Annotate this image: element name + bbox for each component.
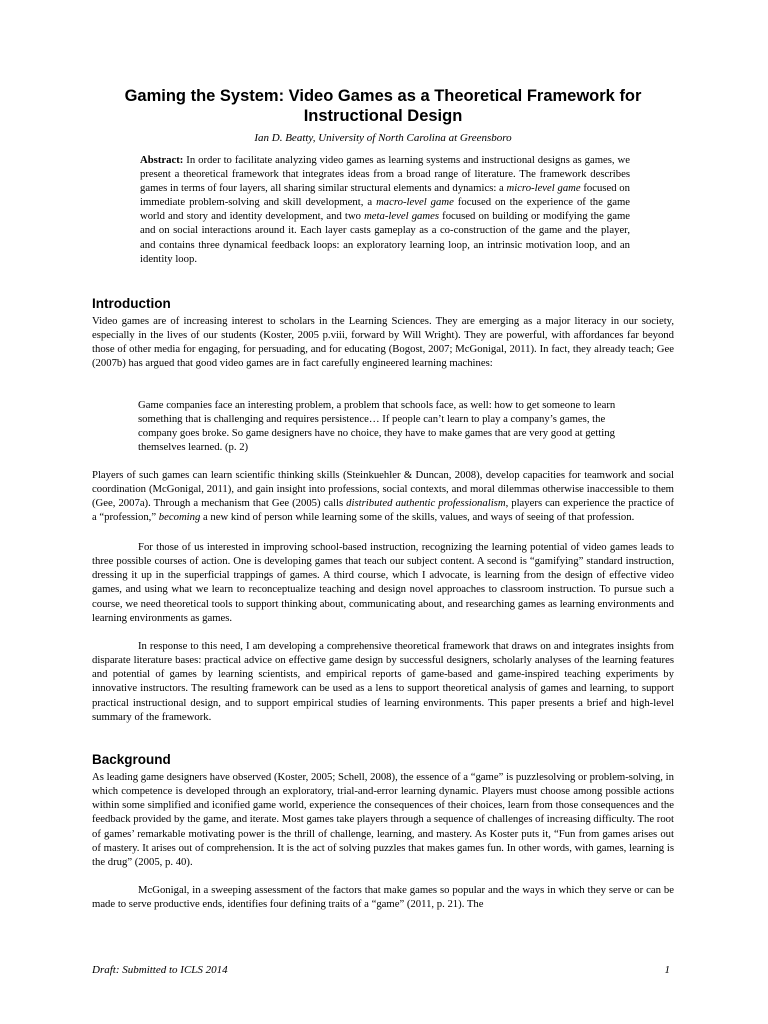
abstract-text: focused on building or modifying the game and on social interactions around it. Each layer casts gameplay as a co-construction of the game and the player, and contains three dynamical feedback loops: an exploratory learning loop, an intrinsic motivation loop, and an identity loop.: [140, 210, 630, 265]
abstract-label: Abstract:: [140, 154, 184, 166]
abstract-text: In order to facilitate analyzing video games as learning systems and instructional designs as games, we present a theoretical framework that integrates ideas from a broad range of literature. The framework describes games in terms of four layers, all sharing similar structural elements and dynamics: a: [140, 154, 630, 195]
body-paragraph: Video games are of increasing interest to scholars in the Learning Sciences. They are emerging as a major literacy in our society, especially in the lives of our students (Koster, 2005 p.viii, forward by Will Wright). They are powerful, with affordances far beyond those of other media for engaging, for persuading, and for educating (Bogost, 2007; McGonigal, 2011). In fact, they already teach; Gee (2007b) has argued that good video games are in fact carefully engineered learning machines:: [92, 315, 674, 370]
section-heading-introduction: Introduction: [92, 296, 171, 311]
author-affiliation: Ian D. Beatty, University of North Carolina at Greensboro: [254, 132, 512, 144]
abstract-emphasis: meta-level games: [364, 210, 440, 223]
paper-page: [92, 0, 674, 1024]
body-paragraph: For those of us interested in improving school-based instruction, recognizing the learning potential of video games leads to three possible courses of action. One is developing games that teach our subject content. A second is “gamifying” standard instruction, dressing it up in the superficial trappings of games. A third course, which I advocate, is learning from the design of effective video games, and using what we learn to reconceptualize teaching and design novel approaches to classroom instruction. To pursue such a course, we need theoretical tools to support thinking about, communicating about, and researching games as learning environments and learning environments as games.: [92, 541, 674, 624]
paper-title: Gaming the System: Video Games as a Theoretical Framework for Instructional Design: [124, 87, 642, 125]
page-number: 1: [664, 964, 670, 976]
body-paragraph: McGonigal, in a sweeping assessment of the factors that make games so popular and the ways in which they serve or can be made to serve productive ends, identifies four defining traits of a “game” (2011, p. 21). The: [92, 884, 674, 911]
paragraph-emphasis: becoming: [158, 511, 201, 524]
body-paragraph: [92, 468, 674, 525]
paragraph-emphasis: distributed authentic professionalism: [346, 497, 506, 510]
body-paragraph: In response to this need, I am developing a comprehensive theoretical framework that draws on and integrates insights from disparate literature bases: practical advice on effective game design by successful designers, scholarly analyses of the learning features and potential of games by learning scientists, and empirical reports of game-based and game-inspired teaching experiments by innovative instructors. The resulting framework can be used as a lens to support theoretical analysis of games and learning, to support practical instructional design, and to support empirical studies of learning environments. This paper presents a brief and high-level summary of the framework.: [92, 640, 674, 723]
block-quote: Game companies face an interesting problem, a problem that schools face, as well: how to get someone to learn something that is challenging and requires persistence… If people can’t learn to play a company’s games, the company goes broke. So game designers have no choice, they have to make games that are very good at getting themselves learned. (p. 2): [138, 399, 616, 454]
paragraph-text: a new kind of person while learning some of the skills, values, and ways of seeing of that profession.: [200, 511, 635, 524]
abstract-emphasis: macro-level game: [376, 196, 454, 209]
abstract-text: focused on the experience of the game world and story and identity development, and two: [140, 196, 630, 223]
abstract-emphasis: micro-level game: [506, 182, 581, 195]
paragraph-text: Players of such games can learn scientific thinking skills (Steinkuehler & Duncan, 2008), develop capacities for teamwork and social coordination (McGonigal, 2011), and gain insight into professions, social contexts, and moral dilemmas otherwise inaccessible to them (Gee, 2007a). Through a mechanism that Gee (2005) calls: [92, 469, 674, 510]
abstract: [140, 153, 630, 266]
footer-draft-note: Draft: Submitted to ICLS 2014: [92, 964, 228, 976]
abstract-text: focused on immediate problem-solving and skill development, a: [140, 182, 630, 209]
body-paragraph: As leading game designers have observed (Koster, 2005; Schell, 2008), the essence of a “game” is puzzlesolving or problem-solving, in which competence is developed through an exploratory, trial-and-error learning dynamic. Players must choose among possible actions within some simplified and iconified game world, experience the consequences of their choices, learn from those consequences and the feedback provided by the game, and iterate. Most games take players through a sequence of challenges of increasing difficulty. The root of games’ remarkable motivating power is the thrill of challenge, learning, and mastery. As Koster puts it, “Fun from games arises out of mastery. It arises out of comprehension. It is the act of solving puzzles that makes games fun. In other words, with games, learning is the drug” (2005, p. 40).: [92, 771, 674, 868]
paragraph-text: , players can experience the practice of a “profession,”: [92, 497, 675, 524]
section-heading-background: Background: [92, 752, 171, 767]
